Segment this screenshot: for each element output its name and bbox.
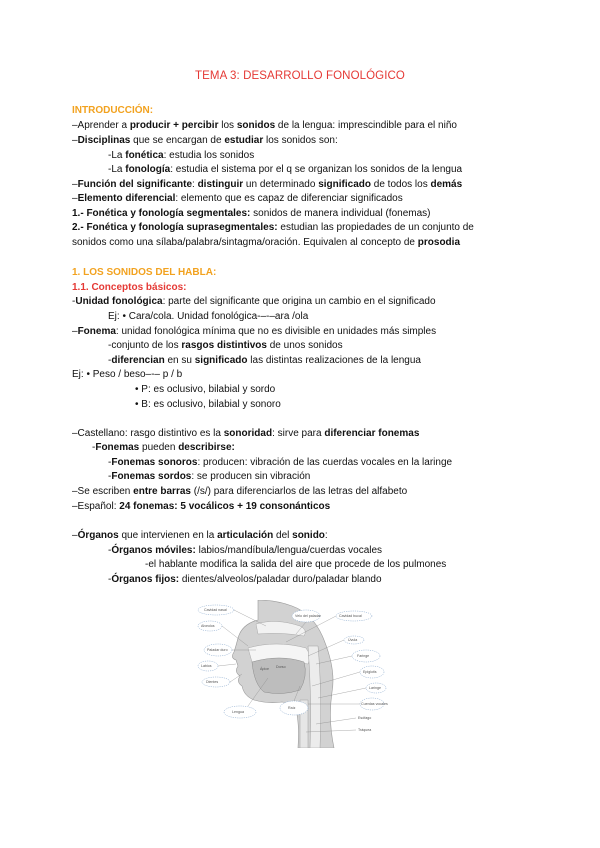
s1-line-14: –Español: 24 fonemas: 5 vocálicos + 19 consonánticos (72, 501, 331, 512)
s1-line-13: –Se escriben entre barras (/s/) para diferenciarlos de las letras del alfabeto (72, 486, 408, 497)
s1-line-9: –Castellano: rasgo distintivo es la sonoridad: sirve para diferenciar fonemas (72, 428, 420, 439)
s1-line-2: Ej: • Cara/cola. Unidad fonológica-–-–ara /ola (108, 311, 309, 322)
s1-line-4: -conjunto de los rasgos distintivos de unos sonidos (108, 340, 343, 351)
intro-heading: INTRODUCCIÓN: (72, 105, 154, 116)
label-cavidad-nasal: Cavidad nasal (204, 608, 227, 612)
label-alveolos: Alveolos (201, 624, 215, 628)
s1-line-10: -Fonemas pueden describirse: (92, 442, 235, 453)
s1-line-15: –Órganos que intervienen en la articulación del sonido: (72, 530, 328, 541)
label-uvula: Úvula (348, 638, 358, 642)
s1-line-8: • B: es oclusivo, bilabial y sonoro (135, 399, 281, 410)
label-cuerdas-vocales: Cuerdas vocales (361, 702, 388, 706)
label-traquea: Tráquea (358, 728, 372, 732)
label-laringe: Laringe (369, 686, 381, 690)
vocal-tract-diagram (196, 600, 401, 748)
label-labios: Labios (201, 664, 212, 668)
s1-line-7: • P: es oclusivo, bilabial y sordo (135, 384, 276, 395)
s1-line-17: -el hablante modifica la salida del aire que procede de los pulmones (145, 559, 447, 570)
intro-line-3: -La fonética: estudia los sonidos (108, 150, 255, 161)
label-dorso: Dorso (276, 665, 286, 669)
s1-line-5: -diferencian en su significado las distintas realizaciones de la lengua (108, 355, 421, 366)
s1-line-16: -Órganos móviles: labios/mandíbula/lengua/cuerdas vocales (108, 545, 383, 556)
intro-line-5: –Función del significante: distinguir un determinado significado de todos los demás (72, 179, 463, 190)
s1-line-11: -Fonemas sonoros: producen: vibración de las cuerdas vocales en la laringe (108, 457, 453, 468)
intro-line-6: –Elemento diferencial: elemento que es capaz de diferenciar significados (72, 193, 403, 204)
label-raiz: Raíz (288, 706, 296, 710)
label-esofago: Esófago (358, 716, 372, 720)
s1-line-6: Ej: • Peso / beso–-– p / b (72, 369, 183, 380)
page-title: TEMA 3: DESARROLLO FONOLÓGICO (195, 70, 405, 82)
section-1-1-heading: 1.1. Conceptos básicos: (72, 282, 187, 293)
s1-line-1: -Unidad fonológica: parte del significante que origina un cambio en el significado (72, 296, 436, 307)
s1-line-18: -Órganos fijos: dientes/alveolos/paladar duro/paladar blando (108, 574, 382, 585)
label-velo-paladar: Velo del paladar (295, 614, 321, 618)
label-epiglotis: Epiglotis (363, 670, 377, 674)
intro-line-8: 2.- Fonética y fonología suprasegmentales: estudian las propiedades de un conjunto de (72, 222, 474, 233)
section-1-heading: 1. LOS SONIDOS DEL HABLA: (72, 267, 217, 278)
s1-line-3: –Fonema: unidad fonológica mínima que no es divisible en unidades más simples (72, 326, 437, 337)
label-faringe: Faringe (357, 654, 370, 658)
label-cavidad-bucal: Cavidad bucal (339, 614, 362, 618)
label-lengua: Lengua (232, 710, 244, 714)
intro-line-7: 1.- Fonética y fonología segmentales: sonidos de manera individual (fonemas) (72, 208, 431, 219)
intro-line-1: –Aprender a producir + percibir los sonidos de la lengua: imprescindible para el niño (72, 120, 457, 131)
intro-line-9: sonidos como una sílaba/palabra/sintagma/oración. Equivalen al concepto de prosodia (72, 237, 461, 248)
intro-line-2: –Disciplinas que se encargan de estudiar los sonidos son: (72, 135, 338, 146)
s1-line-12: -Fonemas sordos: se producen sin vibración (108, 471, 311, 482)
intro-line-4: -La fonología: estudia el sistema por el q se organizan los sonidos de la lengua (108, 164, 463, 175)
label-apice: Ápice (260, 667, 269, 671)
label-paladar-duro: Paladar duro (207, 648, 228, 652)
label-dientes: Dientes (206, 680, 219, 684)
